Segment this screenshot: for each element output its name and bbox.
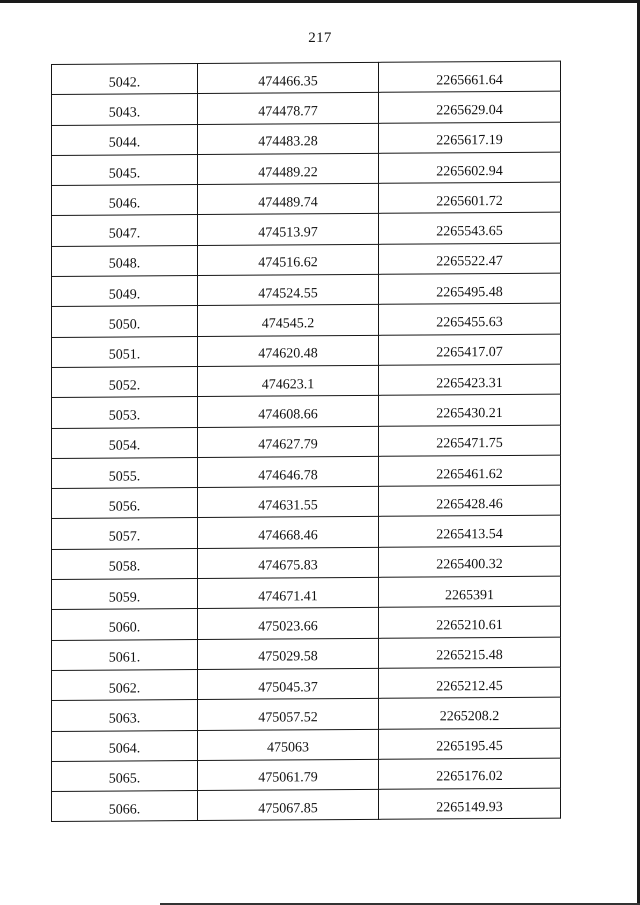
x-coordinate-cell-text: 474646.78 [258, 467, 318, 484]
point-number-cell-text: 5050. [108, 317, 141, 333]
y-coordinate-cell [379, 606, 561, 638]
point-number-cell [52, 154, 198, 185]
x-coordinate-cell-text: 475057.52 [258, 710, 318, 726]
table-row [52, 334, 561, 368]
point-number-cell-text: 5044. [108, 135, 141, 151]
x-coordinate-cell [198, 244, 379, 275]
table-row [52, 697, 561, 731]
y-coordinate-cell-text: 2265461.62 [436, 466, 503, 482]
x-coordinate-cell [198, 62, 379, 93]
x-coordinate-cell-text: 475045.37 [258, 679, 318, 696]
x-coordinate-cell [198, 153, 379, 184]
point-number-cell [52, 306, 198, 337]
y-coordinate-cell [379, 213, 561, 245]
table-row [52, 788, 561, 822]
y-coordinate-cell-text: 2265428.46 [436, 496, 503, 513]
point-number-cell [52, 639, 198, 670]
y-coordinate-cell-text: 2265601.72 [436, 193, 503, 210]
point-number-cell [52, 427, 198, 458]
point-number-cell [52, 579, 198, 610]
y-coordinate-cell-text: 2265210.61 [436, 617, 503, 634]
y-coordinate-cell-text: 2265195.45 [436, 739, 503, 755]
table-row [52, 91, 561, 125]
table-row [52, 152, 561, 186]
table-row [52, 576, 561, 610]
point-number-cell [52, 245, 198, 276]
point-number-cell [52, 124, 198, 155]
x-coordinate-cell [198, 517, 379, 548]
point-number-cell-text: 5047. [108, 226, 141, 242]
y-coordinate-cell-text: 2265430.21 [436, 405, 503, 422]
x-coordinate-cell [198, 729, 379, 760]
x-coordinate-cell [198, 608, 379, 639]
x-coordinate-cell-text: 475029.58 [258, 649, 318, 665]
x-coordinate-cell-text: 474524.55 [258, 285, 318, 302]
coordinates-table [51, 61, 561, 823]
table-row [52, 61, 561, 95]
y-coordinate-cell-text: 2265629.04 [436, 102, 503, 119]
y-coordinate-cell [379, 243, 561, 275]
point-number-cell-text: 5065. [108, 771, 141, 788]
table-row [52, 394, 561, 428]
y-coordinate-cell-text: 2265617.19 [436, 133, 503, 149]
table-row [52, 364, 561, 398]
x-coordinate-cell-text: 474620.48 [258, 346, 318, 362]
y-coordinate-cell [379, 122, 561, 154]
point-number-cell [52, 548, 198, 579]
table-row [52, 455, 561, 489]
y-coordinate-cell-text: 2265400.32 [436, 557, 503, 573]
y-coordinate-cell [379, 334, 561, 366]
table-row [52, 667, 561, 701]
table-row [52, 273, 561, 307]
x-coordinate-cell [198, 699, 379, 730]
x-coordinate-cell-text: 474627.79 [258, 437, 318, 453]
y-coordinate-cell [379, 303, 561, 335]
point-number-cell-text: 5042. [108, 75, 141, 91]
y-coordinate-cell [379, 758, 561, 790]
y-coordinate-cell-text: 2265212.45 [436, 678, 503, 695]
y-coordinate-cell [379, 546, 561, 578]
table-row [52, 243, 561, 277]
x-coordinate-cell [198, 638, 379, 669]
point-number-cell-text: 5058. [108, 559, 141, 576]
x-coordinate-cell-text: 474489.74 [258, 195, 318, 211]
x-coordinate-cell-text: 474545.2 [261, 316, 315, 332]
x-coordinate-cell [198, 365, 379, 396]
x-coordinate-cell-text: 474623.1 [261, 376, 315, 393]
point-number-cell-text: 5046. [108, 196, 141, 212]
y-coordinate-cell [379, 152, 561, 184]
point-number-cell-text: 5048. [108, 256, 141, 273]
x-coordinate-cell-text: 474483.28 [258, 134, 318, 150]
coordinates-table-body [52, 61, 561, 822]
y-coordinate-cell [379, 667, 561, 699]
x-coordinate-cell [198, 184, 379, 215]
x-coordinate-cell [198, 577, 379, 608]
y-coordinate-cell [379, 516, 561, 548]
y-coordinate-cell [379, 182, 561, 214]
point-number-cell-text: 5059. [108, 590, 141, 606]
x-coordinate-cell [198, 759, 379, 790]
y-coordinate-cell-text: 2265391 [445, 587, 494, 604]
scan-edge-top [0, 0, 640, 3]
point-number-cell-text: 5057. [108, 529, 141, 545]
x-coordinate-cell [198, 335, 379, 366]
point-number-cell [52, 760, 198, 791]
point-number-cell-text: 5062. [108, 680, 141, 697]
point-number-cell [52, 185, 198, 216]
x-coordinate-cell-text: 474675.83 [258, 558, 318, 575]
x-coordinate-cell [198, 305, 379, 336]
y-coordinate-cell-text: 2265176.02 [436, 769, 503, 785]
point-number-cell-text: 5045. [108, 165, 141, 182]
point-number-cell [52, 457, 198, 488]
table-row [52, 213, 561, 247]
x-coordinate-cell-text: 474671.41 [258, 588, 318, 605]
point-number-cell [52, 276, 198, 307]
y-coordinate-cell-text: 2265215.48 [436, 648, 503, 664]
point-number-cell-text: 5064. [108, 741, 141, 757]
y-coordinate-cell-text: 2265495.48 [436, 284, 503, 301]
table-row [52, 606, 561, 640]
point-number-cell-text: 5063. [108, 711, 141, 727]
x-coordinate-cell-text: 474668.46 [258, 528, 318, 544]
table-row [52, 303, 561, 337]
table-row [52, 122, 561, 156]
y-coordinate-cell [379, 728, 561, 760]
point-number-cell [52, 94, 198, 125]
y-coordinate-cell [379, 61, 561, 93]
table-row [52, 546, 561, 580]
x-coordinate-cell [198, 547, 379, 578]
point-number-cell [52, 215, 198, 246]
point-number-cell [52, 669, 198, 700]
y-coordinate-cell-text: 2265413.54 [436, 527, 503, 543]
x-coordinate-cell [198, 668, 379, 699]
point-number-cell-text: 5056. [108, 499, 141, 515]
x-coordinate-cell-text: 474608.66 [258, 407, 318, 423]
point-number-cell-text: 5049. [108, 287, 141, 303]
point-number-cell [52, 730, 198, 761]
point-number-cell-text: 5043. [108, 105, 141, 121]
table-row [52, 485, 561, 519]
point-number-cell [52, 488, 198, 519]
y-coordinate-cell [379, 364, 561, 396]
y-coordinate-cell [379, 394, 561, 426]
y-coordinate-cell-text: 2265208.2 [439, 708, 500, 725]
table-row [52, 758, 561, 792]
page-number: 217 [308, 30, 332, 46]
y-coordinate-cell [379, 91, 561, 123]
y-coordinate-cell-text: 2265417.07 [436, 345, 503, 361]
point-number-cell [52, 397, 198, 428]
y-coordinate-cell-text: 2265149.93 [436, 799, 503, 816]
x-coordinate-cell-text: 474631.55 [258, 498, 318, 514]
y-coordinate-cell-text: 2265522.47 [436, 254, 503, 270]
y-coordinate-cell-text: 2265543.65 [436, 224, 503, 240]
x-coordinate-cell-text: 475023.66 [258, 619, 318, 635]
x-coordinate-cell [198, 274, 379, 305]
x-coordinate-cell [198, 789, 379, 820]
table-row [52, 516, 561, 550]
y-coordinate-cell [379, 273, 561, 305]
y-coordinate-cell-text: 2265661.64 [436, 72, 503, 89]
point-number-cell-text: 5052. [108, 378, 141, 394]
x-coordinate-cell [198, 93, 379, 124]
x-coordinate-cell [198, 123, 379, 154]
x-coordinate-cell-text: 474489.22 [258, 164, 318, 181]
x-coordinate-cell-text: 474516.62 [258, 255, 318, 272]
x-coordinate-cell [198, 214, 379, 245]
y-coordinate-cell [379, 697, 561, 729]
point-number-cell-text: 5060. [108, 620, 141, 636]
point-number-cell-text: 5055. [108, 468, 141, 485]
point-number-cell-text: 5054. [108, 438, 141, 454]
point-number-cell-text: 5051. [108, 347, 141, 363]
x-coordinate-cell-text: 475067.85 [258, 800, 318, 817]
x-coordinate-cell [198, 456, 379, 487]
y-coordinate-cell [379, 455, 561, 487]
y-coordinate-cell [379, 576, 561, 608]
y-coordinate-cell-text: 2265423.31 [436, 375, 503, 392]
table-row [52, 637, 561, 671]
y-coordinate-cell [379, 485, 561, 517]
x-coordinate-cell-text: 474466.35 [258, 73, 318, 90]
y-coordinate-cell [379, 788, 561, 820]
x-coordinate-cell [198, 426, 379, 457]
x-coordinate-cell-text: 474478.77 [258, 104, 318, 120]
point-number-cell-text: 5066. [108, 802, 141, 818]
x-coordinate-cell-text: 474513.97 [258, 225, 318, 241]
x-coordinate-cell-text: 475061.79 [258, 770, 318, 787]
y-coordinate-cell-text: 2265602.94 [436, 163, 503, 179]
point-number-cell-text: 5061. [108, 650, 141, 666]
y-coordinate-cell [379, 425, 561, 457]
y-coordinate-cell-text: 2265471.75 [436, 436, 503, 452]
y-coordinate-cell [379, 637, 561, 669]
point-number-cell [52, 336, 198, 367]
point-number-cell-text: 5053. [108, 408, 141, 424]
point-number-cell [52, 791, 198, 822]
point-number-cell [52, 700, 198, 731]
x-coordinate-cell-text: 475063 [267, 740, 309, 756]
point-number-cell [52, 366, 198, 397]
x-coordinate-cell [198, 486, 379, 517]
point-number-cell [52, 64, 198, 95]
table-row [52, 425, 561, 459]
x-coordinate-cell [198, 396, 379, 427]
table-row [52, 728, 561, 762]
point-number-cell [52, 609, 198, 640]
table-row [52, 182, 561, 216]
y-coordinate-cell-text: 2265455.63 [436, 315, 503, 331]
point-number-cell [52, 518, 198, 549]
